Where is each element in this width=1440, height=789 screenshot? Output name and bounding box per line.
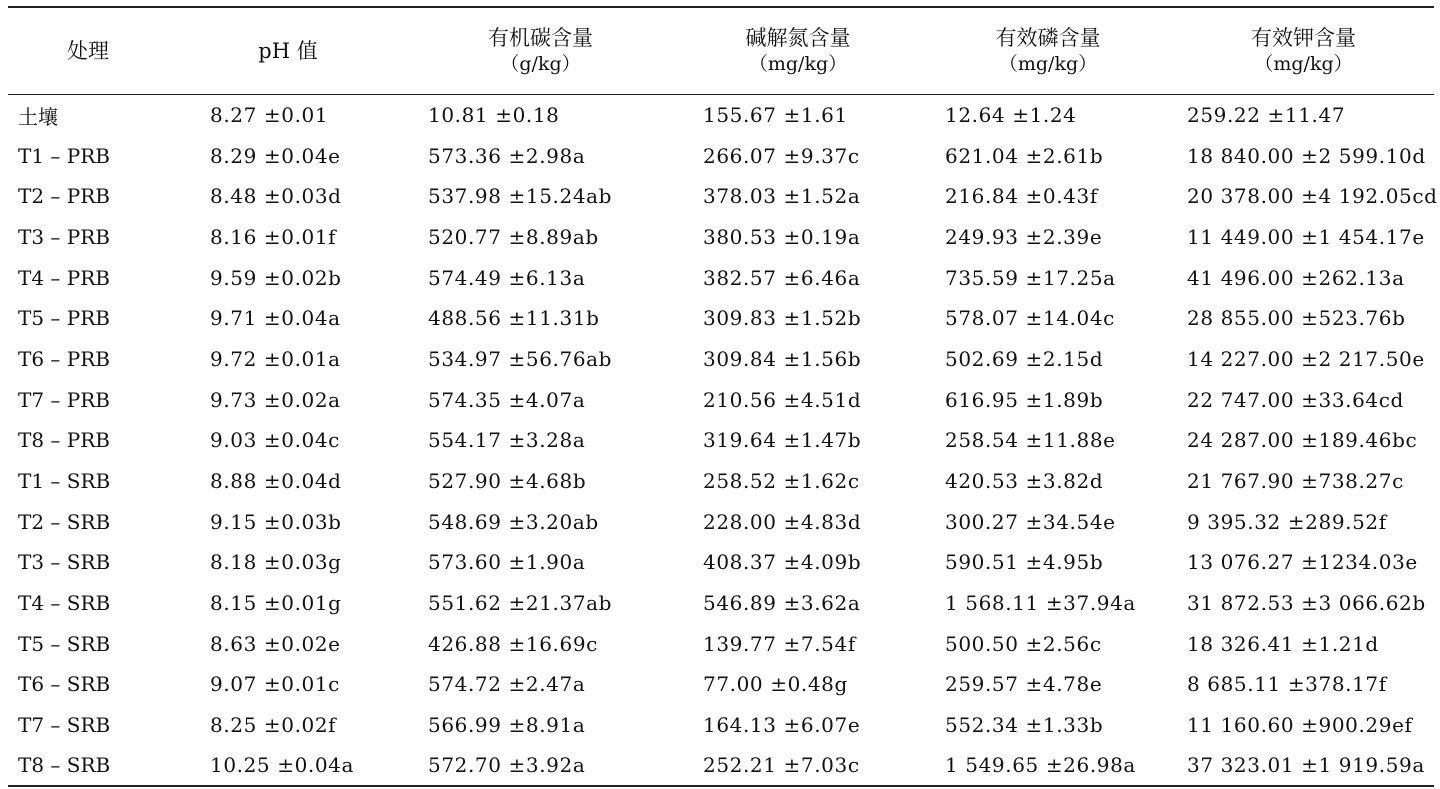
cell-available-phosphorus: 735.59 ±17.25a	[945, 265, 1116, 290]
cell-organic-carbon: 566.99 ±8.91a	[428, 713, 586, 738]
header-unit: （mg/kg）	[748, 53, 848, 75]
table-body	[8, 95, 1438, 787]
cell-alkali-nitrogen: 378.03 ±1.52a	[703, 184, 861, 209]
cell-alkali-nitrogen: 408.37 ±4.09b	[703, 550, 862, 575]
cell-available-potassium: 31 872.53 ±3 066.62b	[1187, 591, 1426, 616]
table-header	[8, 7, 1434, 95]
header-treatment	[8, 7, 168, 95]
cell-ph: 9.07 ±0.01c	[210, 672, 340, 697]
cell-organic-carbon: 551.62 ±21.37ab	[428, 591, 613, 616]
cell-available-potassium: 13 076.27 ±1234.03e	[1187, 550, 1418, 575]
cell-available-potassium: 11 449.00 ±1 454.17e	[1187, 224, 1425, 249]
cell-available-potassium: 41 496.00 ±262.13a	[1187, 265, 1405, 290]
cell-treatment: T4 – PRB	[18, 265, 110, 290]
header-label: 碱解氮含量	[745, 26, 851, 50]
cell-ph: 8.16 ±0.01f	[210, 224, 337, 249]
table-row	[8, 501, 1434, 542]
cell-available-phosphorus: 258.54 ±11.88e	[945, 428, 1116, 453]
table-row	[8, 623, 1434, 664]
cell-treatment: 土壤	[18, 104, 58, 129]
cell-available-phosphorus: 621.04 ±2.61b	[945, 143, 1104, 168]
cell-available-phosphorus: 590.51 ±4.95b	[945, 550, 1104, 575]
cell-treatment: T1 – SRB	[18, 469, 111, 494]
cell-available-potassium: 18 840.00 ±2 599.10d	[1187, 143, 1426, 168]
cell-ph: 9.59 ±0.02b	[210, 265, 342, 290]
cell-alkali-nitrogen: 252.21 ±7.03c	[703, 753, 860, 778]
cell-ph: 8.18 ±0.03g	[210, 550, 342, 575]
table-row	[8, 542, 1434, 583]
cell-ph: 9.03 ±0.04c	[210, 428, 340, 453]
cell-available-potassium: 28 855.00 ±523.76b	[1187, 306, 1406, 331]
cell-treatment: T2 – PRB	[18, 184, 110, 209]
cell-available-phosphorus: 249.93 ±2.39e	[945, 224, 1103, 249]
table-row	[8, 298, 1434, 339]
cell-ph: 9.71 ±0.04a	[210, 306, 341, 331]
cell-organic-carbon: 520.77 ±8.89ab	[428, 224, 599, 249]
cell-ph: 8.29 ±0.04e	[210, 143, 341, 168]
cell-available-phosphorus: 552.34 ±1.33b	[945, 713, 1104, 738]
header-label: 处理	[67, 39, 109, 63]
cell-organic-carbon: 548.69 ±3.20ab	[428, 509, 599, 534]
cell-organic-carbon: 574.35 ±4.07a	[428, 387, 586, 412]
header-unit: （mg/kg）	[998, 53, 1098, 75]
cell-available-potassium: 8 685.11 ±378.17f	[1187, 672, 1387, 697]
cell-organic-carbon: 573.36 ±2.98a	[428, 143, 586, 168]
cell-organic-carbon: 554.17 ±3.28a	[428, 428, 586, 453]
cell-available-phosphorus: 12.64 ±1.24	[945, 103, 1077, 128]
cell-available-phosphorus: 420.53 ±3.82d	[945, 469, 1104, 494]
cell-available-potassium: 24 287.00 ±189.46bc	[1187, 428, 1418, 453]
cell-organic-carbon: 537.98 ±15.24ab	[428, 184, 613, 209]
header-organic-carbon	[408, 7, 673, 95]
cell-organic-carbon: 573.60 ±1.90a	[428, 550, 586, 575]
cell-available-phosphorus: 500.50 ±2.56c	[945, 631, 1102, 656]
cell-ph: 8.15 ±0.01g	[210, 591, 342, 616]
cell-available-potassium: 259.22 ±11.47	[1187, 103, 1346, 128]
table-row	[8, 420, 1434, 461]
table-row	[8, 583, 1434, 624]
table-row	[8, 746, 1434, 787]
cell-treatment: T3 – SRB	[18, 550, 111, 575]
cell-available-phosphorus: 259.57 ±4.78e	[945, 672, 1103, 697]
cell-alkali-nitrogen: 382.57 ±6.46a	[703, 265, 861, 290]
cell-ph: 8.25 ±0.02f	[210, 713, 337, 738]
cell-ph: 10.25 ±0.04a	[210, 753, 355, 778]
cell-alkali-nitrogen: 546.89 ±3.62a	[703, 591, 861, 616]
cell-available-phosphorus: 616.95 ±1.89b	[945, 387, 1104, 412]
cell-organic-carbon: 572.70 ±3.92a	[428, 753, 586, 778]
table-row	[8, 135, 1434, 176]
header-label: 有效钾含量	[1251, 26, 1356, 50]
cell-alkali-nitrogen: 309.83 ±1.52b	[703, 306, 862, 331]
cell-treatment: T4 – SRB	[18, 591, 111, 616]
table-row	[8, 217, 1434, 258]
cell-available-potassium: 18 326.41 ±1.21d	[1187, 631, 1379, 656]
header-row	[8, 7, 1434, 95]
cell-treatment: T5 – SRB	[18, 631, 111, 656]
cell-available-phosphorus: 1 568.11 ±37.94a	[945, 591, 1136, 616]
cell-treatment: T8 – PRB	[18, 428, 110, 453]
cell-organic-carbon: 426.88 ±16.69c	[428, 631, 598, 656]
cell-alkali-nitrogen: 210.56 ±4.51d	[703, 387, 862, 412]
cell-alkali-nitrogen: 155.67 ±1.61	[703, 103, 848, 128]
table-row	[8, 339, 1434, 380]
table-row	[8, 379, 1434, 420]
table-row	[8, 257, 1434, 298]
cell-alkali-nitrogen: 164.13 ±6.07e	[703, 713, 861, 738]
cell-available-potassium: 20 378.00 ±4 192.05cd	[1187, 184, 1438, 209]
header-ph	[168, 7, 408, 95]
cell-treatment: T1 – PRB	[18, 143, 110, 168]
soil-properties-table	[8, 6, 1438, 787]
cell-treatment: T6 – PRB	[18, 346, 110, 371]
cell-ph: 8.48 ±0.03d	[210, 184, 342, 209]
cell-ph: 9.72 ±0.01a	[210, 346, 341, 371]
header-label: pH 值	[258, 39, 318, 63]
cell-treatment: T7 – SRB	[18, 713, 111, 738]
cell-organic-carbon: 527.90 ±4.68b	[428, 469, 587, 494]
header-available-potassium	[1173, 7, 1434, 95]
cell-alkali-nitrogen: 139.77 ±7.54f	[703, 631, 856, 656]
cell-organic-carbon: 574.72 ±2.47a	[428, 672, 586, 697]
cell-alkali-nitrogen: 380.53 ±0.19a	[703, 224, 861, 249]
cell-alkali-nitrogen: 77.00 ±0.48g	[703, 672, 848, 697]
cell-alkali-nitrogen: 319.64 ±1.47b	[703, 428, 862, 453]
cell-alkali-nitrogen: 309.84 ±1.56b	[703, 346, 862, 371]
cell-available-phosphorus: 1 549.65 ±26.98a	[945, 753, 1136, 778]
header-available-phosphorus	[923, 7, 1173, 95]
header-label: 有机碳含量	[488, 26, 593, 50]
cell-treatment: T7 – PRB	[18, 387, 110, 412]
cell-treatment: T2 – SRB	[18, 509, 111, 534]
cell-treatment: T5 – PRB	[18, 306, 110, 331]
cell-alkali-nitrogen: 228.00 ±4.83d	[703, 509, 862, 534]
table-row	[8, 664, 1434, 705]
header-label: 有效磷含量	[995, 26, 1101, 50]
cell-available-phosphorus: 216.84 ±0.43f	[945, 184, 1098, 209]
cell-organic-carbon: 488.56 ±11.31b	[428, 306, 600, 331]
cell-alkali-nitrogen: 258.52 ±1.62c	[703, 469, 860, 494]
cell-treatment: T8 – SRB	[18, 753, 111, 778]
cell-treatment: T3 – PRB	[18, 224, 110, 249]
cell-ph: 9.73 ±0.02a	[210, 387, 341, 412]
table-row	[8, 461, 1434, 502]
cell-treatment: T6 – SRB	[18, 672, 111, 697]
cell-available-potassium: 11 160.60 ±900.29ef	[1187, 713, 1413, 738]
header-unit: （g/kg）	[500, 53, 581, 75]
table-row	[8, 95, 1434, 136]
cell-available-potassium: 14 227.00 ±2 217.50e	[1187, 346, 1425, 371]
header-alkali-nitrogen	[673, 7, 923, 95]
cell-available-phosphorus: 578.07 ±14.04c	[945, 306, 1115, 331]
table-row	[8, 176, 1434, 217]
cell-available-potassium: 21 767.90 ±738.27c	[1187, 469, 1404, 494]
cell-available-potassium: 37 323.01 ±1 919.59a	[1187, 753, 1425, 778]
cell-ph: 9.15 ±0.03b	[210, 509, 342, 534]
cell-available-phosphorus: 300.27 ±34.54e	[945, 509, 1116, 534]
cell-alkali-nitrogen: 266.07 ±9.37c	[703, 143, 860, 168]
cell-ph: 8.88 ±0.04d	[210, 469, 342, 494]
cell-available-phosphorus: 502.69 ±2.15d	[945, 346, 1104, 371]
cell-available-potassium: 9 395.32 ±289.52f	[1187, 509, 1387, 534]
cell-organic-carbon: 534.97 ±56.76ab	[428, 346, 613, 371]
cell-organic-carbon: 10.81 ±0.18	[428, 103, 560, 128]
cell-available-potassium: 22 747.00 ±33.64cd	[1187, 387, 1404, 412]
header-unit: （mg/kg）	[1254, 53, 1353, 75]
cell-ph: 8.27 ±0.01	[210, 103, 329, 128]
table-row	[8, 705, 1434, 746]
cell-organic-carbon: 574.49 ±6.13a	[428, 265, 586, 290]
cell-ph: 8.63 ±0.02e	[210, 631, 341, 656]
